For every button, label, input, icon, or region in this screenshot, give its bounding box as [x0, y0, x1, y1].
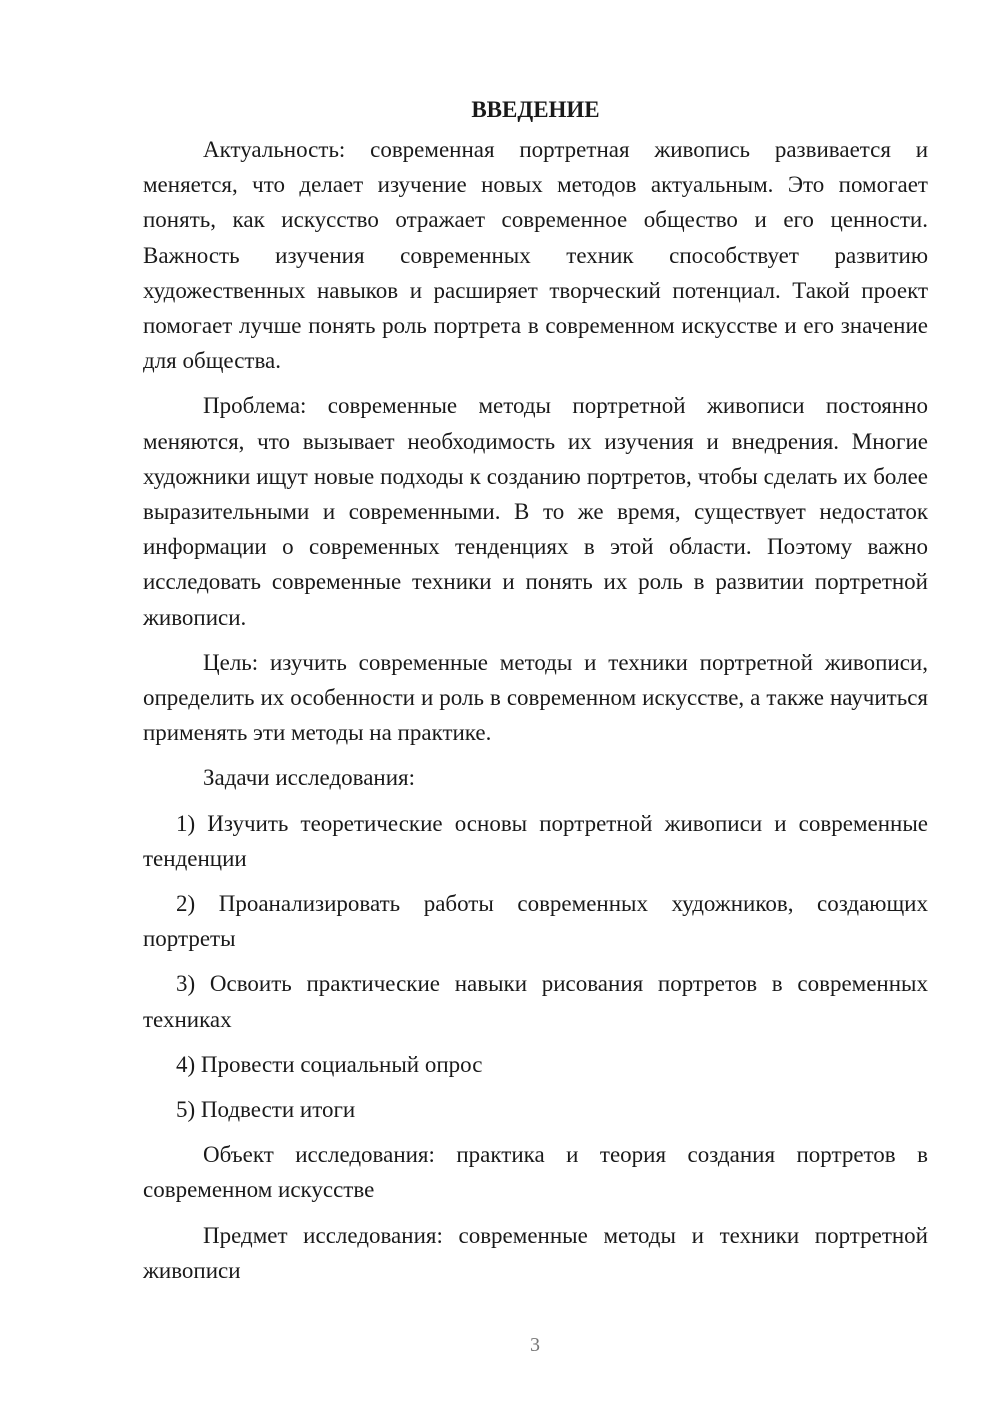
problem-paragraph: Проблема: современные методы портретной живописи постоянно меняются, что вызывает необходимость их изучения и внедрения. Многие художники ищут новые подходы к созданию портретов, чтобы сделать их более выразительными и современными. В то же время, существует недостаток информации о современных тенденциях в этой области. Поэтому важно исследовать современные техники и понять их роль в развитии портретной живописи.	[143, 393, 928, 630]
page-title: ВВЕДЕНИЕ	[471, 97, 600, 122]
task-item: 2) Проанализировать работы современных художников, создающих портреты	[143, 891, 928, 952]
task-item: 3) Освоить практические навыки рисования портретов в современных техниках	[143, 971, 928, 1032]
document-page	[143, 92, 928, 1298]
task-item: 4) Провести социальный опрос	[176, 1051, 483, 1077]
tasks-heading: Задачи исследования:	[203, 765, 416, 791]
subject-paragraph: Предмет исследования: современные методы и техники портретной живописи	[143, 1222, 928, 1283]
page-number: 3	[530, 1334, 540, 1356]
task-item: 1) Изучить теоретические основы портретной живописи и современные тенденции	[143, 810, 928, 871]
task-item: 5) Подвести итоги	[176, 1097, 356, 1123]
goal-paragraph: Цель: изучить современные методы и техники портретной живописи, определить их особенности и роль в современном искусстве, а также научиться применять эти методы на практике.	[143, 649, 928, 746]
relevance-paragraph: Актуальность: современная портретная живопись развивается и меняется, что делает изучение новых методов актуальным. Это помогает понять, как искусство отражает современное общество и его ценности. Важность изучения современных техник способствует развитию художественных навыков и расширяет творческий потенциал. Такой проект помогает лучше понять роль портрета в современном искусстве и его значение для общества.	[143, 137, 928, 374]
object-paragraph: Объект исследования: практика и теория создания портретов в современном искусстве	[143, 1142, 928, 1203]
